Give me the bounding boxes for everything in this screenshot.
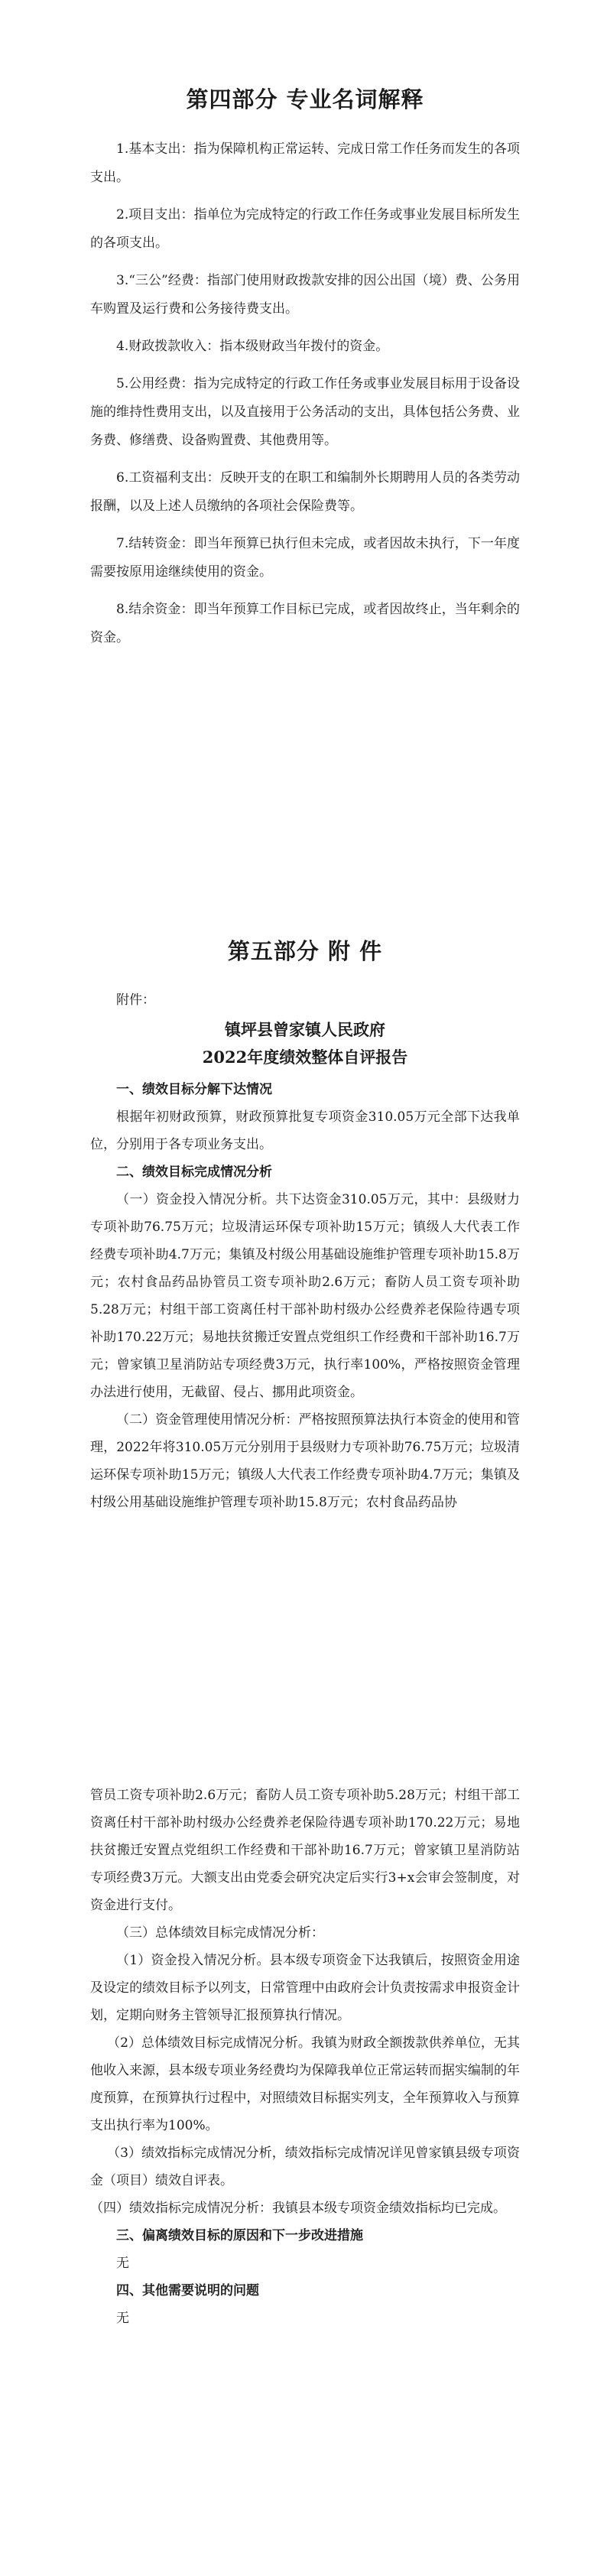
section-4-text: 无 xyxy=(116,2311,129,2326)
term-item: 5.公用经费：指为完成特定的行政工作任务或事业发展目标用于设备设施的维持性费用支出，以及直接用于公务活动的支出，具体包括公务费、业务费、修缮费、设备购置费、其他费用等。 xyxy=(90,376,520,448)
attachment-label: 附件： xyxy=(116,992,155,1008)
term-item: 4.财政拨款收入：指本级财政当年拨付的资金。 xyxy=(116,339,389,354)
term-item: 2.项目支出：指单位为完成特定的行政工作任务或事业发展目标所发生的各项支出。 xyxy=(90,207,520,251)
section-2-para-1: （一）资金投入情况分析。共下达资金310.05万元，其中：县级财力专项补助76.75万元；垃圾清运环保专项补助15万元；镇级人大代表工作经费专项补助4.7万元；集镇及村级公用基础设施维护管理专项补助15.8万元；农村食品药品协管员工资专项补助2.6万元；畜防人员工资专项补助5.28万元；村组干部工资离任村干部补助村级办公经费养老保险待遇专项补助170.22万元；易地扶贫搬迁安置点党组织工作经费和干部补助16.7万元；曾家镇卫星消防站专项经费3万元，执行率100%，严格按照资金管理办法进行使用，无截留、侵占、挪用此项资金。 xyxy=(90,1192,520,1400)
term-item: 3.“三公”经费：指部门使用财政拨款安排的因公出国（境）费、公务用车购置及运行费和公务接待费支出。 xyxy=(90,273,520,317)
report-title: 2022年度绩效整体自评报告 xyxy=(202,1048,408,1067)
term-item: 7.结转资金：即当年预算已执行但未完成，或者因故未执行，下一年度需要按原用途继续使用的资金。 xyxy=(90,536,520,580)
section-2-para-4: （四）绩效指标完成情况分析：我镇县本级专项资金绩效指标均已完成。 xyxy=(90,2201,506,2216)
part4-section xyxy=(90,83,520,661)
section-3-heading: 三、偏离绩效目标的原因和下一步改进措施 xyxy=(116,2228,363,2243)
section-4-heading: 四、其他需要说明的问题 xyxy=(116,2283,259,2298)
term-item: 1.基本支出：指为保障机构正常运转、完成日常工作任务而发生的各项支出。 xyxy=(90,141,520,185)
section-1-heading: 一、绩效目标分解下达情况 xyxy=(116,1082,272,1097)
part5-section xyxy=(90,934,520,1516)
part5-title: 第五部分 附 件 xyxy=(227,938,383,964)
part4-title: 第四部分 专业名词解释 xyxy=(186,86,424,112)
section-2-para-3-item-1: （1）资金投入情况分析。县本级专项资金下达我镇后，按照资金用途及设定的绩效目标予以列支，日常管理中由政府会计负责按需求申报资金计划，定期向财务主管领导汇报预算执行情况。 xyxy=(90,1953,520,2023)
part5-continued xyxy=(90,1782,520,2332)
section-2-para-2-cont: 管员工资专项补助2.6万元；畜防人员工资专项补助5.28万元；村组干部工资离任村干部补助村级办公经费养老保险待遇专项补助170.22万元；易地扶贫搬迁安置点党组织工作经费和干部补助16.7万元；曾家镇卫星消防站专项经费3万元。大额支出由党委会研究决定后实行3+x会审会签制度，对资金进行支付。 xyxy=(90,1788,520,1913)
term-item: 8.结余资金：即当年预算工作目标已完成，或者因故终止，当年剩余的资金。 xyxy=(90,602,520,645)
term-item: 6.工资福利支出：反映开支的在职工和编制外长期聘用人员的各类劳动报酬，以及上述人员缴纳的各项社会保险费等。 xyxy=(90,470,520,514)
section-1-text: 根据年初财政预算，财政预算批复专项资金310.05万元全部下达我单位，分别用于各专项业务支出。 xyxy=(90,1109,520,1152)
section-2-para-3-item-3: （3）绩效指标完成情况分析，绩效指标完成情况详见曾家镇县级专项资金（项目）绩效自评表。 xyxy=(90,2146,520,2188)
section-2-para-3-heading: （三）总体绩效目标完成情况分析： xyxy=(116,1925,324,1941)
section-2-heading: 二、绩效目标完成情况分析 xyxy=(116,1165,272,1180)
organization-name: 镇坪县曾家镇人民政府 xyxy=(225,1020,385,1039)
section-2-para-2: （二）资金管理使用情况分析：严格按照预算法执行本资金的使用和管理，2022年将310.05万元分别用于县级财力专项补助76.75万元；垃圾清运环保专项补助15万元；镇级人大代表工作经费专项补助4.7万元；集镇及村级公用基础设施维护管理专项补助15.8万元；农村食品药品协 xyxy=(90,1412,520,1510)
section-3-text: 无 xyxy=(116,2256,129,2271)
section-2-para-3-item-2: （2）总体绩效目标完成情况分析。我镇为财政全额拨款供养单位，无其他收入来源，县本级专项业务经费均为保障我单位正常运转而据实编制的年度预算，在预算执行过程中，对照绩效目标据实列支，全年预算收入与预算支出执行率为100%。 xyxy=(90,2035,520,2133)
